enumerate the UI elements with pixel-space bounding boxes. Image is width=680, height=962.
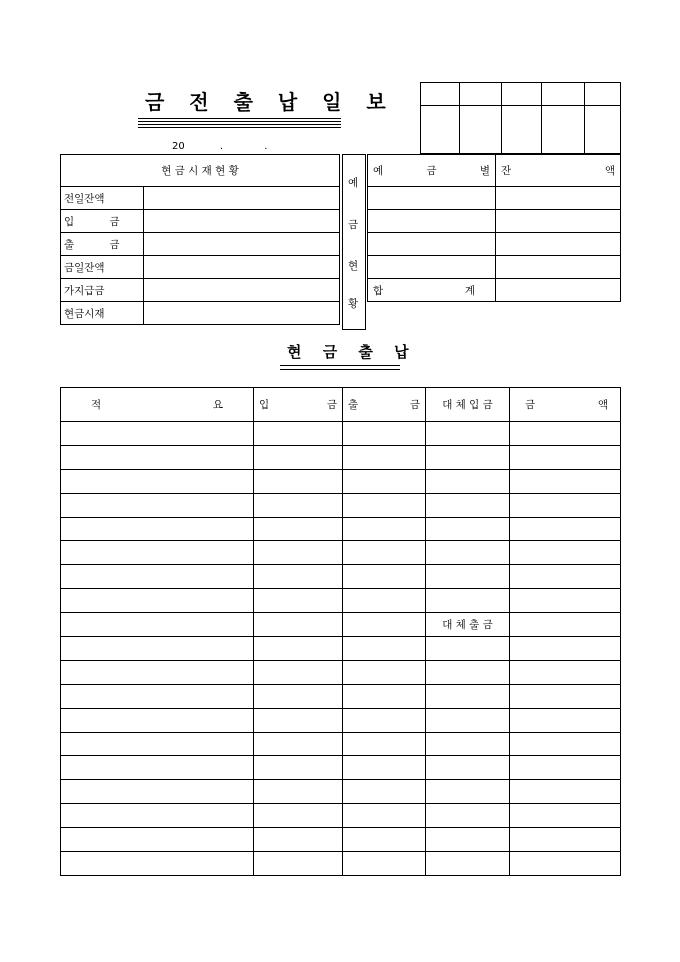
table-cell[interactable] bbox=[510, 422, 621, 446]
approval-head-1[interactable] bbox=[421, 83, 460, 106]
table-cell[interactable] bbox=[61, 852, 254, 876]
table-cell[interactable] bbox=[61, 589, 254, 613]
deposit-balance-3[interactable] bbox=[496, 233, 621, 256]
table-cell[interactable] bbox=[510, 852, 621, 876]
table-cell[interactable] bbox=[510, 684, 621, 708]
table-cell[interactable] bbox=[254, 852, 343, 876]
table-cell[interactable] bbox=[510, 732, 621, 756]
table-cell[interactable] bbox=[510, 493, 621, 517]
table-cell[interactable] bbox=[510, 613, 621, 637]
table-cell[interactable] bbox=[61, 828, 254, 852]
row-label-prev-balance: 전일잔액 bbox=[61, 187, 144, 210]
row-label-withdrawal: 출 금 bbox=[61, 233, 144, 256]
approval-sign-3[interactable] bbox=[502, 106, 542, 154]
approval-table bbox=[420, 82, 621, 154]
vertical-label-1: 예 bbox=[348, 177, 359, 189]
table-cell[interactable] bbox=[510, 780, 621, 804]
table-cell[interactable] bbox=[61, 422, 254, 446]
table-cell[interactable] bbox=[254, 541, 343, 565]
table-cell[interactable] bbox=[343, 469, 426, 493]
col-header-amount: 금 액 bbox=[510, 388, 621, 422]
table-cell[interactable] bbox=[426, 445, 510, 469]
cash-flow-table bbox=[60, 387, 621, 876]
approval-head-2[interactable] bbox=[460, 83, 502, 106]
table-row bbox=[61, 684, 621, 708]
approval-sign-4[interactable] bbox=[542, 106, 585, 154]
table-cell[interactable] bbox=[426, 756, 510, 780]
table-cell[interactable] bbox=[426, 469, 510, 493]
approval-sign-2[interactable] bbox=[460, 106, 502, 154]
table-cell[interactable] bbox=[510, 637, 621, 661]
table-row bbox=[61, 445, 621, 469]
table-cell[interactable] bbox=[510, 517, 621, 541]
document-title: 금 전 출 납 일 보 bbox=[145, 90, 395, 114]
table-row bbox=[61, 637, 621, 661]
cash-flow-underline bbox=[280, 365, 400, 370]
table-cell[interactable] bbox=[343, 445, 426, 469]
withdrawal-value[interactable] bbox=[143, 233, 339, 256]
table-cell[interactable] bbox=[254, 637, 343, 661]
table-cell[interactable] bbox=[426, 660, 510, 684]
table-row bbox=[61, 660, 621, 684]
table-cell[interactable] bbox=[61, 684, 254, 708]
table-cell[interactable] bbox=[510, 469, 621, 493]
today-balance-value[interactable] bbox=[143, 256, 339, 279]
cash-on-hand-value[interactable] bbox=[143, 302, 339, 325]
table-cell[interactable] bbox=[254, 517, 343, 541]
table-cell[interactable] bbox=[343, 613, 426, 637]
table-cell[interactable] bbox=[343, 589, 426, 613]
table-cell[interactable] bbox=[426, 852, 510, 876]
table-cell[interactable] bbox=[426, 565, 510, 589]
deposit-status-table bbox=[367, 154, 621, 302]
table-cell[interactable] bbox=[61, 756, 254, 780]
title-underline-2 bbox=[138, 124, 341, 128]
table-cell[interactable] bbox=[343, 732, 426, 756]
table-row bbox=[61, 708, 621, 732]
table-row bbox=[61, 852, 621, 876]
table-cell[interactable] bbox=[254, 493, 343, 517]
deposit-bank-2[interactable] bbox=[368, 210, 496, 233]
table-cell[interactable] bbox=[426, 637, 510, 661]
deposit-value[interactable] bbox=[143, 210, 339, 233]
col-header-out: 출 금 bbox=[343, 388, 426, 422]
date-year-prefix: 20 bbox=[172, 141, 185, 152]
table-cell[interactable] bbox=[426, 828, 510, 852]
table-cell[interactable] bbox=[254, 660, 343, 684]
row-label-advance: 가지급금 bbox=[61, 279, 144, 302]
table-cell[interactable] bbox=[61, 804, 254, 828]
table-row bbox=[61, 732, 621, 756]
row-label-cash-on-hand: 현금시재 bbox=[61, 302, 144, 325]
table-cell[interactable] bbox=[61, 780, 254, 804]
table-cell[interactable] bbox=[61, 637, 254, 661]
table-cell[interactable] bbox=[254, 756, 343, 780]
vertical-label-2: 금 bbox=[348, 219, 359, 231]
deposit-total-value[interactable] bbox=[496, 279, 621, 302]
table-cell[interactable] bbox=[343, 637, 426, 661]
table-cell[interactable] bbox=[510, 756, 621, 780]
table-cell[interactable] bbox=[343, 804, 426, 828]
table-cell[interactable] bbox=[254, 684, 343, 708]
table-row bbox=[61, 469, 621, 493]
cash-status-header: 현 금 시 재 현 황 bbox=[61, 155, 340, 187]
table-cell[interactable] bbox=[61, 517, 254, 541]
vertical-label-3: 현 bbox=[348, 260, 359, 272]
table-cell[interactable] bbox=[343, 828, 426, 852]
date-line bbox=[172, 141, 267, 152]
transfer-out-label: 대 체 출 금 bbox=[426, 613, 510, 637]
table-cell[interactable] bbox=[510, 828, 621, 852]
table-row bbox=[61, 828, 621, 852]
table-cell[interactable] bbox=[343, 780, 426, 804]
table-cell[interactable] bbox=[343, 684, 426, 708]
deposit-bank-1[interactable] bbox=[368, 187, 496, 210]
col-header-transfer-in: 대 체 입 금 bbox=[426, 388, 510, 422]
table-cell[interactable] bbox=[510, 445, 621, 469]
table-cell[interactable] bbox=[510, 589, 621, 613]
table-cell[interactable] bbox=[426, 804, 510, 828]
table-cell[interactable] bbox=[510, 804, 621, 828]
table-cell[interactable] bbox=[61, 565, 254, 589]
table-cell[interactable] bbox=[426, 422, 510, 446]
table-cell[interactable] bbox=[61, 708, 254, 732]
prev-balance-value[interactable] bbox=[143, 187, 339, 210]
table-cell[interactable] bbox=[343, 541, 426, 565]
table-cell[interactable] bbox=[254, 613, 343, 637]
table-cell[interactable] bbox=[426, 589, 510, 613]
table-cell[interactable] bbox=[254, 469, 343, 493]
table-cell[interactable] bbox=[254, 780, 343, 804]
deposit-bank-3[interactable] bbox=[368, 233, 496, 256]
table-cell[interactable] bbox=[426, 780, 510, 804]
table-cell[interactable] bbox=[61, 660, 254, 684]
table-cell[interactable] bbox=[426, 708, 510, 732]
table-cell[interactable] bbox=[254, 565, 343, 589]
vertical-label-4: 황 bbox=[348, 298, 359, 310]
table-cell[interactable] bbox=[343, 422, 426, 446]
date-separator-2: . bbox=[264, 141, 268, 152]
deposit-header-left: 예 금 별 bbox=[368, 155, 496, 187]
cash-flow-title: 현 금 출 납 bbox=[287, 343, 417, 361]
table-cell[interactable] bbox=[343, 493, 426, 517]
table-cell[interactable] bbox=[343, 660, 426, 684]
table-cell[interactable] bbox=[426, 732, 510, 756]
deposit-balance-2[interactable] bbox=[496, 210, 621, 233]
table-cell[interactable] bbox=[343, 708, 426, 732]
deposit-header-right: 잔 액 bbox=[496, 155, 621, 187]
table-cell[interactable] bbox=[426, 517, 510, 541]
table-row bbox=[61, 780, 621, 804]
advance-value[interactable] bbox=[143, 279, 339, 302]
deposit-bank-4[interactable] bbox=[368, 256, 496, 279]
table-row bbox=[61, 493, 621, 517]
cash-flow-rows bbox=[61, 422, 621, 876]
approval-head-3[interactable] bbox=[502, 83, 542, 106]
table-cell[interactable] bbox=[61, 493, 254, 517]
table-cell[interactable] bbox=[343, 756, 426, 780]
table-cell[interactable] bbox=[61, 732, 254, 756]
table-cell[interactable] bbox=[510, 565, 621, 589]
table-cell[interactable] bbox=[510, 660, 621, 684]
row-label-today-balance: 금일잔액 bbox=[61, 256, 144, 279]
title-underline-1 bbox=[138, 118, 341, 122]
table-cell[interactable] bbox=[61, 445, 254, 469]
table-row bbox=[61, 589, 621, 613]
table-cell[interactable] bbox=[510, 541, 621, 565]
table-cell[interactable] bbox=[426, 493, 510, 517]
table-cell[interactable] bbox=[254, 708, 343, 732]
col-header-in: 입 금 bbox=[254, 388, 343, 422]
col-header-description: 적 요 bbox=[61, 388, 254, 422]
table-row bbox=[61, 565, 621, 589]
table-cell[interactable] bbox=[254, 589, 343, 613]
table-cell[interactable] bbox=[510, 708, 621, 732]
table-cell[interactable] bbox=[343, 852, 426, 876]
deposit-total-label: 합 계 bbox=[368, 279, 496, 302]
table-cell[interactable] bbox=[343, 565, 426, 589]
deposit-balance-4[interactable] bbox=[496, 256, 621, 279]
table-cell[interactable] bbox=[254, 804, 343, 828]
table-row bbox=[61, 541, 621, 565]
table-cell[interactable] bbox=[61, 541, 254, 565]
row-label-deposit: 입 금 bbox=[61, 210, 144, 233]
table-row bbox=[61, 804, 621, 828]
table-cell[interactable] bbox=[426, 541, 510, 565]
table-row bbox=[61, 613, 621, 637]
table-cell[interactable] bbox=[254, 828, 343, 852]
table-cell[interactable] bbox=[426, 684, 510, 708]
date-separator-1: . bbox=[219, 141, 224, 152]
table-cell[interactable] bbox=[254, 732, 343, 756]
table-cell[interactable] bbox=[61, 613, 254, 637]
approval-sign-5[interactable] bbox=[585, 106, 621, 154]
table-cell[interactable] bbox=[254, 445, 343, 469]
table-cell[interactable] bbox=[343, 517, 426, 541]
deposit-balance-1[interactable] bbox=[496, 187, 621, 210]
table-row bbox=[61, 422, 621, 446]
cash-status-table bbox=[60, 154, 340, 325]
table-row bbox=[61, 517, 621, 541]
table-cell[interactable] bbox=[254, 422, 343, 446]
table-cell[interactable] bbox=[61, 469, 254, 493]
approval-sign-1[interactable] bbox=[421, 106, 460, 154]
approval-head-5[interactable] bbox=[585, 83, 621, 106]
approval-head-4[interactable] bbox=[542, 83, 585, 106]
table-row bbox=[61, 756, 621, 780]
